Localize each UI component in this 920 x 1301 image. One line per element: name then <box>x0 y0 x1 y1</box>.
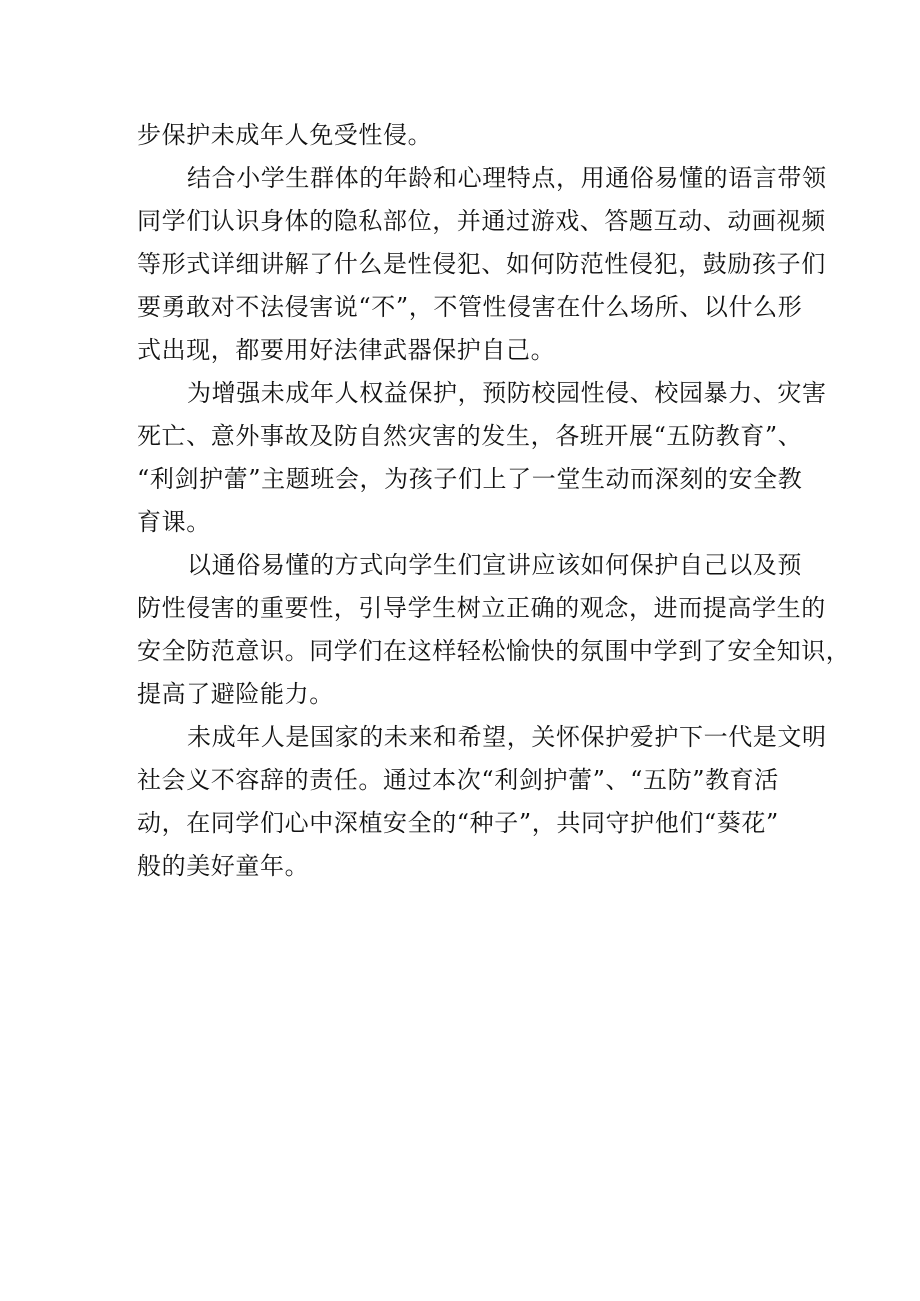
text-line: 提高了避险能力。 <box>137 680 334 708</box>
text-line: 育课。 <box>137 508 211 536</box>
text-line: 般的美好童年。 <box>137 852 310 880</box>
paragraph-first-line: 结合小学生群体的年龄和心理特点，用通俗易懂的语言带领 <box>187 164 827 192</box>
paragraph-first-line: 未成年人是国家的未来和希望，关怀保护爱护下一代是文明 <box>187 723 827 751</box>
paragraph-first-line: 以通俗易懂的方式向学生们宣讲应该如何保护自己以及预 <box>187 551 802 579</box>
text-line: 要勇敢对不法侵害说“不”，不管性侵害在什么场所、以什么形 <box>137 293 803 321</box>
text-line: “利剑护蕾”主题班会，为孩子们上了一堂生动而深刻的安全教 <box>137 465 803 493</box>
text-line: 死亡、意外事故及防自然灾害的发生，各班开展“五防教育”、 <box>137 422 803 450</box>
text-line: 社会义不容辞的责任。通过本次“利剑护蕾”、“五防”教育活 <box>137 766 779 794</box>
text-line: 安全防范意识。同学们在这样轻松愉快的氛围中学到了安全知识， <box>137 637 851 665</box>
paragraph-first-line: 为增强未成年人权益保护，预防校园性侵、校园暴力、灾害 <box>187 379 827 407</box>
text-line: 动，在同学们心中深植安全的“种子”，共同守护他们“葵花” <box>137 809 779 837</box>
text-line: 式出现，都要用好法律武器保护自己。 <box>137 336 556 364</box>
text-line: 同学们认识身体的隐私部位，并通过游戏、答题互动、动画视频 <box>137 207 826 235</box>
text-line: 防性侵害的重要性，引导学生树立正确的观念，进而提高学生的 <box>137 594 826 622</box>
text-line: 等形式详细讲解了什么是性侵犯、如何防范性侵犯，鼓励孩子们 <box>137 250 826 278</box>
text-line: 步保护未成年人免受性侵。 <box>137 121 433 149</box>
document-body <box>137 114 851 888</box>
